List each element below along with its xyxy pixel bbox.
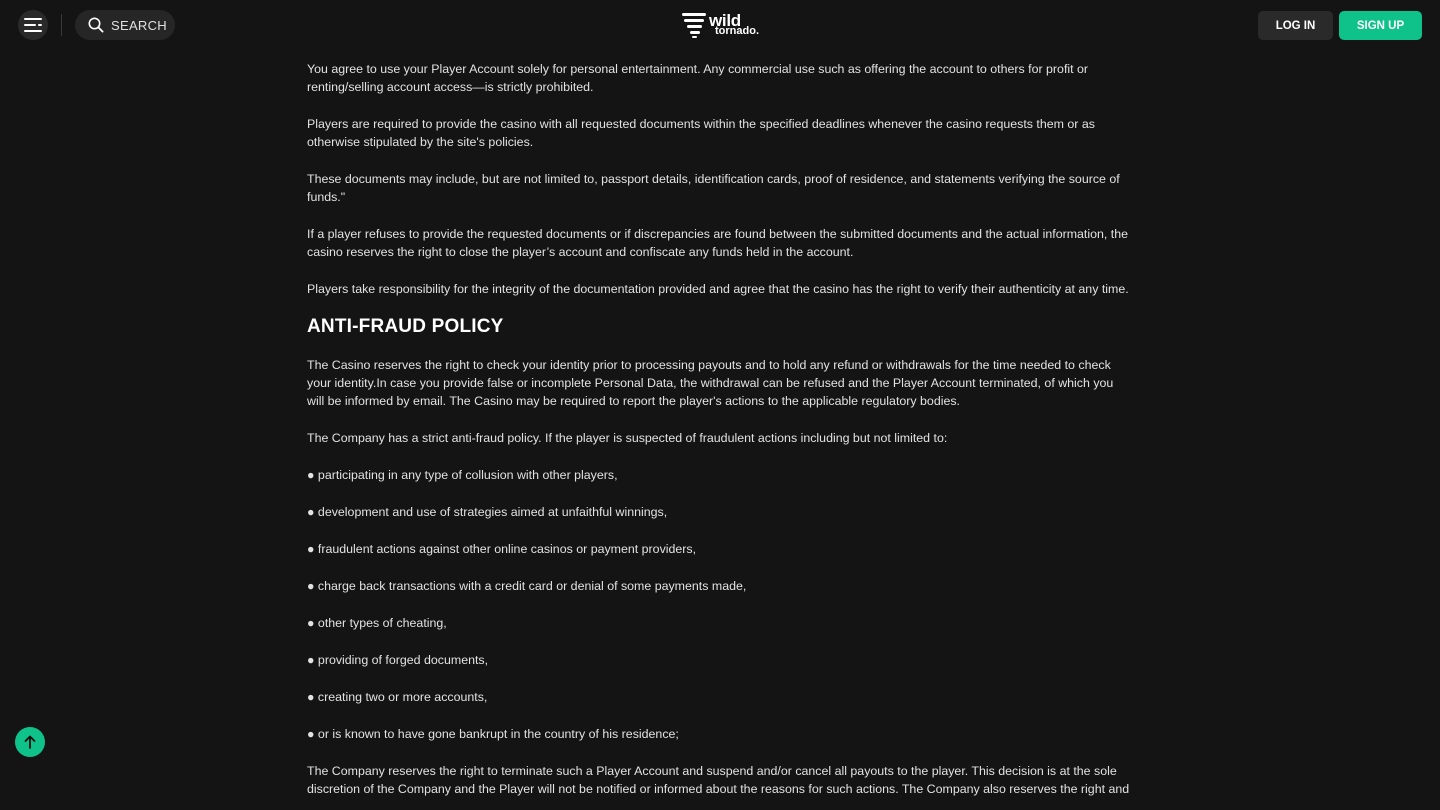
paragraph: The Company has a strict anti-fraud policy. If the player is suspected of fraudulent actions including but not limited to: (307, 431, 948, 445)
list-item: ● other types of cheating, (307, 616, 447, 630)
paragraph: The Casino reserves the right to check your identity prior to processing payouts and to hold any refund or withdrawals for the time needed to check your identity.In case you provide false or incomplete Personal Data, the withdrawal can be refused and the Player Account terminated, of which you will be informed by email. The Casino may be required to report the player's actions to the applicable regulatory bodies. (307, 358, 1114, 408)
list-item: ● creating two or more accounts, (307, 690, 488, 704)
signup-button[interactable]: SIGN UP (1339, 11, 1422, 40)
hamburger-icon (24, 18, 42, 32)
logo-line-2: tornado. (715, 25, 759, 38)
scroll-to-top-button[interactable] (15, 727, 45, 757)
menu-button[interactable] (18, 10, 48, 40)
list-item: ● charge back transactions with a credit card or denial of some payments made, (307, 579, 747, 593)
tornado-logo-icon (682, 12, 706, 38)
search-icon (88, 17, 104, 33)
section-heading: ANTI-FRAUD POLICY (307, 316, 504, 337)
list-item: ● fraudulent actions against other online casinos or payment providers, (307, 542, 697, 556)
paragraph: Players take responsibility for the integrity of the documentation provided and agree that the casino has the right to verify their authenticity at any time. (307, 282, 1129, 296)
top-header (0, 0, 1440, 50)
login-button[interactable]: LOG IN (1258, 11, 1333, 40)
paragraph: These documents may include, but are not limited to, passport details, identification cards, proof of residence, and statements verifying the source of funds." (307, 172, 1120, 204)
list-item: ● participating in any type of collusion with other players, (307, 468, 618, 482)
terms-content (307, 60, 1133, 798)
site-logo[interactable] (682, 11, 759, 39)
header-divider (61, 14, 62, 36)
paragraph: The Company reserves the right to terminate such a Player Account and suspend and/or cancel all payouts to the player. This decision is at the sole discretion of the Company and the Player will not be notified or informed about the reasons for such actions. The Company also reserves the right and (307, 764, 1130, 796)
search-button[interactable] (75, 10, 175, 40)
paragraph: You agree to use your Player Account solely for personal entertainment. Any commercial use such as offering the account to others for profit or renting/selling account access—is strictly prohibited. (307, 62, 1089, 94)
list-item: ● development and use of strategies aimed at unfaithful winnings, (307, 505, 668, 519)
logo-line-1: wild (709, 10, 741, 30)
list-item: ● providing of forged documents, (307, 653, 489, 667)
logo-wordmark (709, 10, 759, 38)
search-label: SEARCH (111, 17, 167, 33)
list-item: ● or is known to have gone bankrupt in the country of his residence; (307, 727, 679, 741)
paragraph: If a player refuses to provide the requested documents or if discrepancies are found between the submitted documents and the actual information, the casino reserves the right to close the player’s account and confiscate any funds held in the account. (307, 227, 1129, 259)
paragraph: Players are required to provide the casino with all requested documents within the specified deadlines whenever the casino requests them or as otherwise stipulated by the site's policies. (307, 117, 1095, 149)
arrow-up-icon (24, 735, 36, 749)
